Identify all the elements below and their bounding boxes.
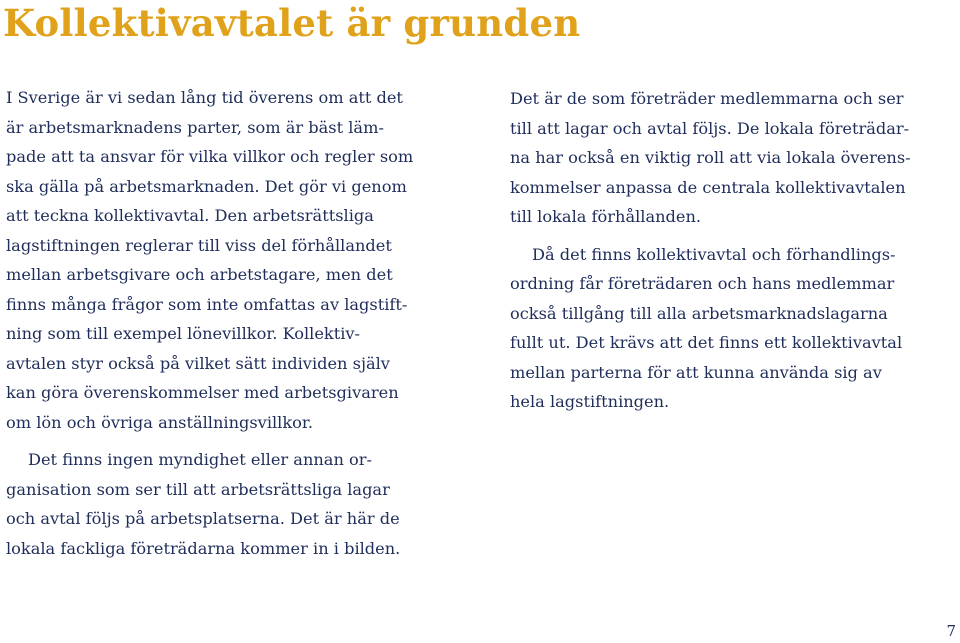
- text-line: är arbetsmarknadens parter, som är bäst läm-: [6, 117, 384, 137]
- text-line: mellan parterna för att kunna använda sig av: [510, 362, 882, 382]
- right-column: [510, 84, 950, 417]
- text-line: lagstiftningen reglerar till viss del förhållandet: [6, 235, 392, 255]
- left-column: [6, 83, 456, 563]
- paragraph: [6, 83, 456, 437]
- text-line: att teckna kollektivavtal. Den arbetsrättsliga: [6, 206, 374, 225]
- text-line: na har också en viktig roll att via lokala överens-: [510, 148, 911, 167]
- text-line: kommelser anpassa de centrala kollektivavtalen: [510, 177, 906, 197]
- text-line: ganisation som ser till att arbetsrättsliga lagar: [6, 479, 390, 499]
- page-number: 7: [946, 622, 956, 640]
- text-line: Då det finns kollektivavtal och förhandlings-: [532, 244, 896, 264]
- text-line: fullt ut. Det krävs att det finns ett kollektivavtal: [510, 333, 903, 352]
- text-line: Det finns ingen myndighet eller annan or-: [28, 450, 372, 469]
- paragraph: [6, 445, 456, 563]
- text-line: om lön och övriga anställningsvillkor.: [6, 412, 314, 432]
- text-line: avtalen styr också på vilket sätt individen själv: [6, 353, 390, 373]
- text-line: hela lagstiftningen.: [510, 392, 670, 411]
- text-line: och avtal följs på arbetsplatserna. Det är här de: [6, 509, 400, 528]
- text-line: ning som till exempel lönevillkor. Kollektiv-: [6, 324, 361, 343]
- page-title: Kollektivavtalet är grunden: [3, 1, 581, 45]
- paragraph: [510, 84, 950, 232]
- text-line: till lokala förhållanden.: [510, 207, 702, 226]
- text-line: lokala fackliga företrädarna kommer in i bilden.: [6, 538, 401, 558]
- text-line: också tillgång till alla arbetsmarknadslagarna: [510, 303, 888, 323]
- text-line: ordning får företrädaren och hans medlemmar: [510, 274, 895, 293]
- text-line: Det är de som företräder medlemmarna och ser: [510, 89, 904, 108]
- text-line: till att lagar och avtal följs. De lokala företrädar-: [510, 118, 910, 138]
- text-line: I Sverige är vi sedan lång tid överens om att det: [6, 88, 403, 107]
- text-line: ska gälla på arbetsmarknaden. Det gör vi genom: [6, 176, 407, 196]
- text-line: finns många frågor som inte omfattas av lagstift-: [6, 294, 408, 314]
- text-line: pade att ta ansvar för vilka villkor och regler som: [6, 147, 414, 166]
- text-line: kan göra överenskommelser med arbetsgivaren: [6, 383, 399, 402]
- paragraph: [510, 240, 950, 417]
- text-line: mellan arbetsgivare och arbetstagare, men det: [6, 265, 393, 284]
